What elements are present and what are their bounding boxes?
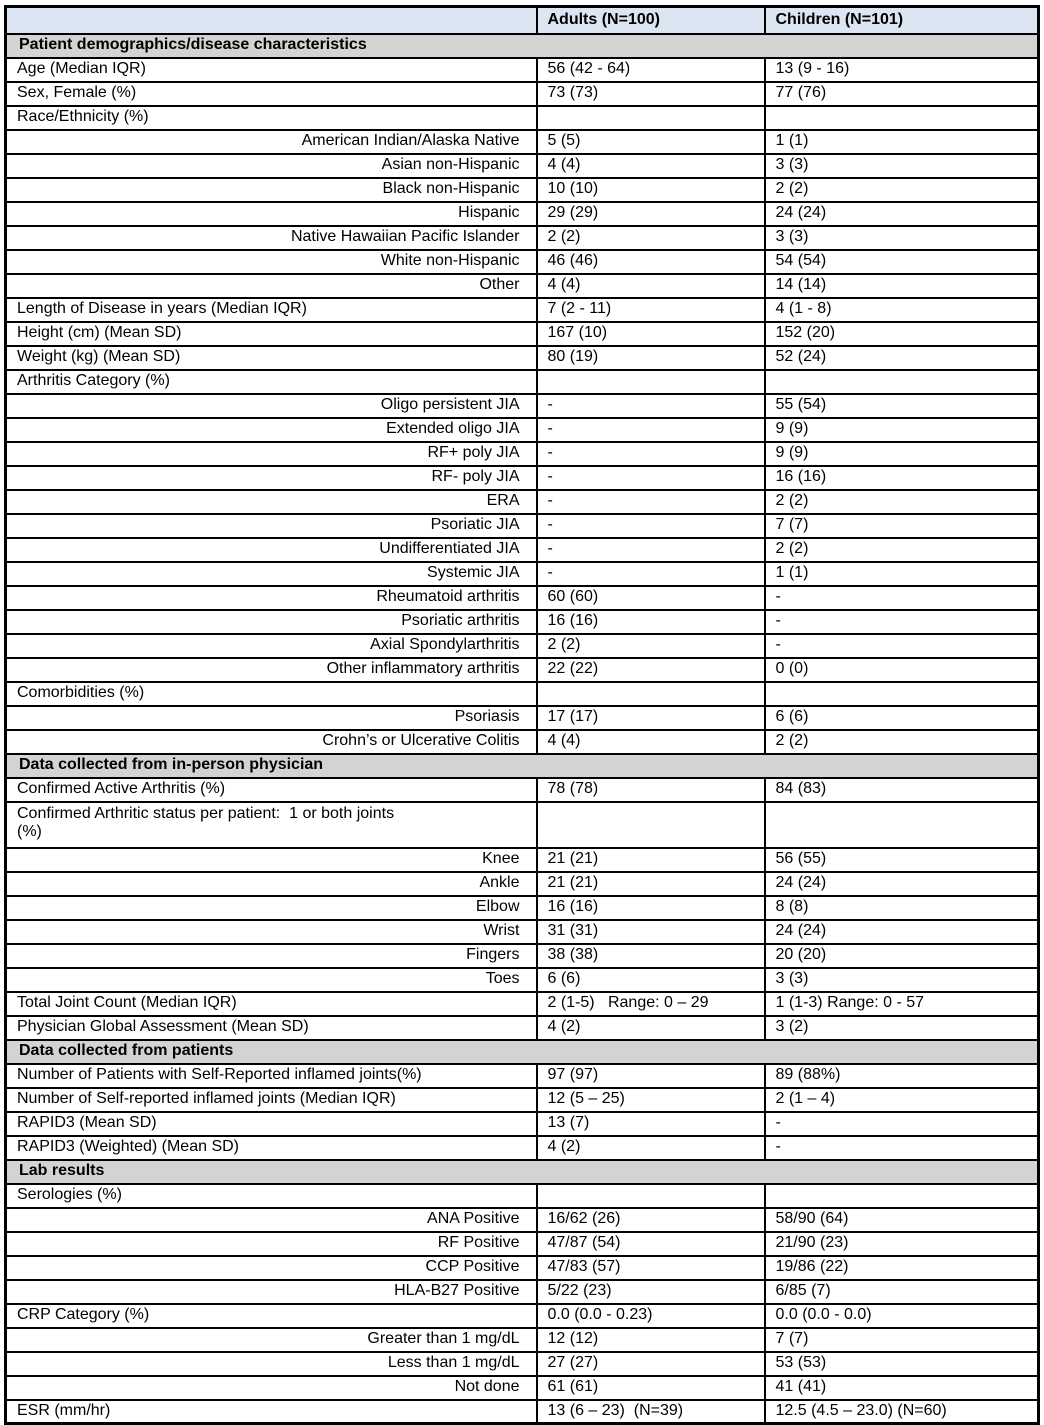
adults-value: -	[537, 394, 765, 418]
children-value: 21/90 (23)	[765, 1232, 1039, 1256]
children-value: 14 (14)	[765, 274, 1039, 298]
children-value: 12.5 (4.5 – 23.0) (N=60)	[765, 1400, 1039, 1424]
adults-value: 16 (16)	[537, 896, 765, 920]
table-row	[6, 106, 1039, 130]
row-label: Sex, Female (%)	[6, 82, 537, 106]
row-label: Number of Self-reported inflamed joints (Median IQR)	[6, 1088, 537, 1112]
table-row	[6, 490, 1039, 514]
row-label: Less than 1 mg/dL	[6, 1352, 537, 1376]
adults-value: 0.0 (0.0 - 0.23)	[537, 1304, 765, 1328]
table-row	[6, 610, 1039, 634]
header-adults: Adults (N=100)	[537, 7, 765, 34]
table-row	[6, 1112, 1039, 1136]
adults-value: 4 (2)	[537, 1136, 765, 1160]
children-value: 2 (2)	[765, 178, 1039, 202]
adults-value: 47/87 (54)	[537, 1232, 765, 1256]
children-value: 16 (16)	[765, 466, 1039, 490]
table-row	[6, 682, 1039, 706]
adults-value	[537, 106, 765, 130]
adults-value: -	[537, 418, 765, 442]
table-row	[6, 658, 1039, 682]
table-row	[6, 1136, 1039, 1160]
children-value: 1 (1)	[765, 130, 1039, 154]
row-label: Wrist	[6, 920, 537, 944]
table-row	[6, 802, 1039, 848]
row-label: Rheumatoid arthritis	[6, 586, 537, 610]
row-label: Undifferentiated JIA	[6, 538, 537, 562]
adults-value	[537, 802, 765, 848]
table-row	[6, 968, 1039, 992]
children-value: 2 (2)	[765, 538, 1039, 562]
adults-value: 16 (16)	[537, 610, 765, 634]
table-row	[6, 562, 1039, 586]
section-header-label: Lab results	[6, 1160, 1039, 1184]
children-value: 2 (2)	[765, 730, 1039, 754]
column-header-row	[6, 7, 1039, 34]
row-label: Serologies (%)	[6, 1184, 537, 1208]
adults-value: 80 (19)	[537, 346, 765, 370]
row-label: Confirmed Active Arthritis (%)	[6, 778, 537, 802]
children-value: 0 (0)	[765, 658, 1039, 682]
adults-value: 4 (4)	[537, 730, 765, 754]
table-row	[6, 1280, 1039, 1304]
table-row	[6, 920, 1039, 944]
children-value: 56 (55)	[765, 848, 1039, 872]
children-value: 0.0 (0.0 - 0.0)	[765, 1304, 1039, 1328]
adults-value: 97 (97)	[537, 1064, 765, 1088]
row-label: Race/Ethnicity (%)	[6, 106, 537, 130]
section-header-label: Patient demographics/disease characteristics	[6, 34, 1039, 58]
row-label: Black non-Hispanic	[6, 178, 537, 202]
children-value: 77 (76)	[765, 82, 1039, 106]
adults-value: 47/83 (57)	[537, 1256, 765, 1280]
table-row	[6, 1016, 1039, 1040]
adults-value	[537, 370, 765, 394]
row-label: Knee	[6, 848, 537, 872]
row-label: Ankle	[6, 872, 537, 896]
row-label: Fingers	[6, 944, 537, 968]
adults-value: 38 (38)	[537, 944, 765, 968]
adults-value: -	[537, 562, 765, 586]
row-label: Arthritis Category (%)	[6, 370, 537, 394]
adults-value: 167 (10)	[537, 322, 765, 346]
adults-value: 16/62 (26)	[537, 1208, 765, 1232]
adults-value: 31 (31)	[537, 920, 765, 944]
table-row	[6, 82, 1039, 106]
row-label: Confirmed Arthritic status per patient: 1 or both joints (%)	[6, 802, 537, 848]
adults-value: 13 (6 – 23) (N=39)	[537, 1400, 765, 1424]
table-row	[6, 586, 1039, 610]
children-value	[765, 802, 1039, 848]
table-row	[6, 1352, 1039, 1376]
children-value: 2 (2)	[765, 490, 1039, 514]
row-label: HLA-B27 Positive	[6, 1280, 537, 1304]
row-label: White non-Hispanic	[6, 250, 537, 274]
children-value: -	[765, 610, 1039, 634]
table-row	[6, 298, 1039, 322]
children-value: 53 (53)	[765, 1352, 1039, 1376]
row-label: RF Positive	[6, 1232, 537, 1256]
row-label: ERA	[6, 490, 537, 514]
adults-value: -	[537, 514, 765, 538]
table-row	[6, 538, 1039, 562]
adults-value: 4 (4)	[537, 154, 765, 178]
adults-value: 2 (1-5) Range: 0 – 29	[537, 992, 765, 1016]
adults-value: 2 (2)	[537, 634, 765, 658]
adults-value: 46 (46)	[537, 250, 765, 274]
table-row	[6, 178, 1039, 202]
children-value: 152 (20)	[765, 322, 1039, 346]
table-row	[6, 130, 1039, 154]
patient-characteristics-table	[4, 5, 1040, 1425]
adults-value: 27 (27)	[537, 1352, 765, 1376]
adults-value: 5 (5)	[537, 130, 765, 154]
children-value: 58/90 (64)	[765, 1208, 1039, 1232]
adults-value: 10 (10)	[537, 178, 765, 202]
children-value: 55 (54)	[765, 394, 1039, 418]
children-value: 89 (88%)	[765, 1064, 1039, 1088]
adults-value: 7 (2 - 11)	[537, 298, 765, 322]
table-body	[6, 34, 1039, 1424]
table-row	[6, 1328, 1039, 1352]
table-row	[6, 226, 1039, 250]
adults-value: 60 (60)	[537, 586, 765, 610]
table-row	[6, 992, 1039, 1016]
table-row	[6, 1088, 1039, 1112]
section-header-label: Data collected from patients	[6, 1040, 1039, 1064]
adults-value: -	[537, 490, 765, 514]
section-header-row	[6, 34, 1039, 58]
table-row	[6, 1184, 1039, 1208]
adults-value: 12 (5 – 25)	[537, 1088, 765, 1112]
table-row	[6, 394, 1039, 418]
table-row	[6, 466, 1039, 490]
row-label: Axial Spondylarthritis	[6, 634, 537, 658]
table-row	[6, 418, 1039, 442]
row-label: Psoriatic JIA	[6, 514, 537, 538]
row-label: Elbow	[6, 896, 537, 920]
section-header-row	[6, 1040, 1039, 1064]
table-row	[6, 1064, 1039, 1088]
row-label: Extended oligo JIA	[6, 418, 537, 442]
row-label: Total Joint Count (Median IQR)	[6, 992, 537, 1016]
adults-value: 21 (21)	[537, 872, 765, 896]
table-row	[6, 848, 1039, 872]
table-row	[6, 346, 1039, 370]
row-label: Asian non-Hispanic	[6, 154, 537, 178]
row-label: Comorbidities (%)	[6, 682, 537, 706]
adults-value: 6 (6)	[537, 968, 765, 992]
adults-value: 22 (22)	[537, 658, 765, 682]
row-label: Number of Patients with Self-Reported inflamed joints(%)	[6, 1064, 537, 1088]
table-row	[6, 896, 1039, 920]
children-value: 8 (8)	[765, 896, 1039, 920]
table-row	[6, 706, 1039, 730]
row-label: American Indian/Alaska Native	[6, 130, 537, 154]
children-value: 41 (41)	[765, 1376, 1039, 1400]
row-label: Other	[6, 274, 537, 298]
children-value: 2 (1 – 4)	[765, 1088, 1039, 1112]
row-label: RAPID3 (Weighted) (Mean SD)	[6, 1136, 537, 1160]
children-value: 6 (6)	[765, 706, 1039, 730]
children-value: 1 (1)	[765, 562, 1039, 586]
children-value: 6/85 (7)	[765, 1280, 1039, 1304]
adults-value: 13 (7)	[537, 1112, 765, 1136]
table-row	[6, 872, 1039, 896]
children-value: 3 (3)	[765, 154, 1039, 178]
adults-value: 4 (2)	[537, 1016, 765, 1040]
children-value: 24 (24)	[765, 872, 1039, 896]
adults-value: 4 (4)	[537, 274, 765, 298]
row-label: ESR (mm/hr)	[6, 1400, 537, 1424]
row-label: Height (cm) (Mean SD)	[6, 322, 537, 346]
table-row	[6, 370, 1039, 394]
table-row	[6, 1376, 1039, 1400]
table-row	[6, 730, 1039, 754]
adults-value: -	[537, 538, 765, 562]
row-label: CCP Positive	[6, 1256, 537, 1280]
table-row	[6, 1256, 1039, 1280]
adults-value: 73 (73)	[537, 82, 765, 106]
table-row	[6, 250, 1039, 274]
table-row	[6, 634, 1039, 658]
row-label: Length of Disease in years (Median IQR)	[6, 298, 537, 322]
section-header-row	[6, 1160, 1039, 1184]
children-value: 7 (7)	[765, 1328, 1039, 1352]
children-value: 4 (1 - 8)	[765, 298, 1039, 322]
row-label: Oligo persistent JIA	[6, 394, 537, 418]
adults-value: -	[537, 442, 765, 466]
adults-value: 12 (12)	[537, 1328, 765, 1352]
adults-value	[537, 1184, 765, 1208]
children-value: 3 (3)	[765, 968, 1039, 992]
table-row	[6, 202, 1039, 226]
header-empty-cell	[6, 7, 537, 34]
table-row	[6, 58, 1039, 82]
row-label: Hispanic	[6, 202, 537, 226]
children-value: 3 (3)	[765, 226, 1039, 250]
adults-value: 5/22 (23)	[537, 1280, 765, 1304]
children-value: 9 (9)	[765, 418, 1039, 442]
children-value: 13 (9 - 16)	[765, 58, 1039, 82]
adults-value: -	[537, 466, 765, 490]
adults-value: 21 (21)	[537, 848, 765, 872]
children-value: 24 (24)	[765, 202, 1039, 226]
children-value: 54 (54)	[765, 250, 1039, 274]
children-value: 20 (20)	[765, 944, 1039, 968]
children-value	[765, 106, 1039, 130]
table-row	[6, 1304, 1039, 1328]
row-label: Psoriasis	[6, 706, 537, 730]
row-label: RF- poly JIA	[6, 466, 537, 490]
adults-value: 29 (29)	[537, 202, 765, 226]
adults-value: 61 (61)	[537, 1376, 765, 1400]
table-row	[6, 514, 1039, 538]
table-row	[6, 1232, 1039, 1256]
children-value	[765, 682, 1039, 706]
children-value: 84 (83)	[765, 778, 1039, 802]
row-label: Other inflammatory arthritis	[6, 658, 537, 682]
row-label: RF+ poly JIA	[6, 442, 537, 466]
row-label: ANA Positive	[6, 1208, 537, 1232]
table-row	[6, 944, 1039, 968]
children-value: 1 (1-3) Range: 0 - 57	[765, 992, 1039, 1016]
table-row	[6, 442, 1039, 466]
table-row	[6, 1208, 1039, 1232]
section-header-row	[6, 754, 1039, 778]
children-value	[765, 370, 1039, 394]
row-label: CRP Category (%)	[6, 1304, 537, 1328]
adults-value	[537, 682, 765, 706]
row-label: RAPID3 (Mean SD)	[6, 1112, 537, 1136]
row-label: Systemic JIA	[6, 562, 537, 586]
children-value: 9 (9)	[765, 442, 1039, 466]
row-label: Weight (kg) (Mean SD)	[6, 346, 537, 370]
children-value: -	[765, 1136, 1039, 1160]
row-label: Toes	[6, 968, 537, 992]
section-header-label: Data collected from in-person physician	[6, 754, 1039, 778]
children-value: -	[765, 1112, 1039, 1136]
adults-value: 17 (17)	[537, 706, 765, 730]
header-children: Children (N=101)	[765, 7, 1039, 34]
children-value: 7 (7)	[765, 514, 1039, 538]
adults-value: 2 (2)	[537, 226, 765, 250]
table-row	[6, 274, 1039, 298]
adults-value: 56 (42 - 64)	[537, 58, 765, 82]
row-label: Psoriatic arthritis	[6, 610, 537, 634]
children-value: 3 (2)	[765, 1016, 1039, 1040]
children-value: -	[765, 634, 1039, 658]
row-label: Physician Global Assessment (Mean SD)	[6, 1016, 537, 1040]
table-row	[6, 778, 1039, 802]
table-row	[6, 322, 1039, 346]
children-value: 52 (24)	[765, 346, 1039, 370]
children-value: 24 (24)	[765, 920, 1039, 944]
row-label: Not done	[6, 1376, 537, 1400]
children-value	[765, 1184, 1039, 1208]
adults-value: 78 (78)	[537, 778, 765, 802]
children-value: 19/86 (22)	[765, 1256, 1039, 1280]
row-label: Native Hawaiian Pacific Islander	[6, 226, 537, 250]
row-label: Age (Median IQR)	[6, 58, 537, 82]
children-value: -	[765, 586, 1039, 610]
row-label: Greater than 1 mg/dL	[6, 1328, 537, 1352]
row-label: Crohn’s or Ulcerative Colitis	[6, 730, 537, 754]
table-row	[6, 154, 1039, 178]
